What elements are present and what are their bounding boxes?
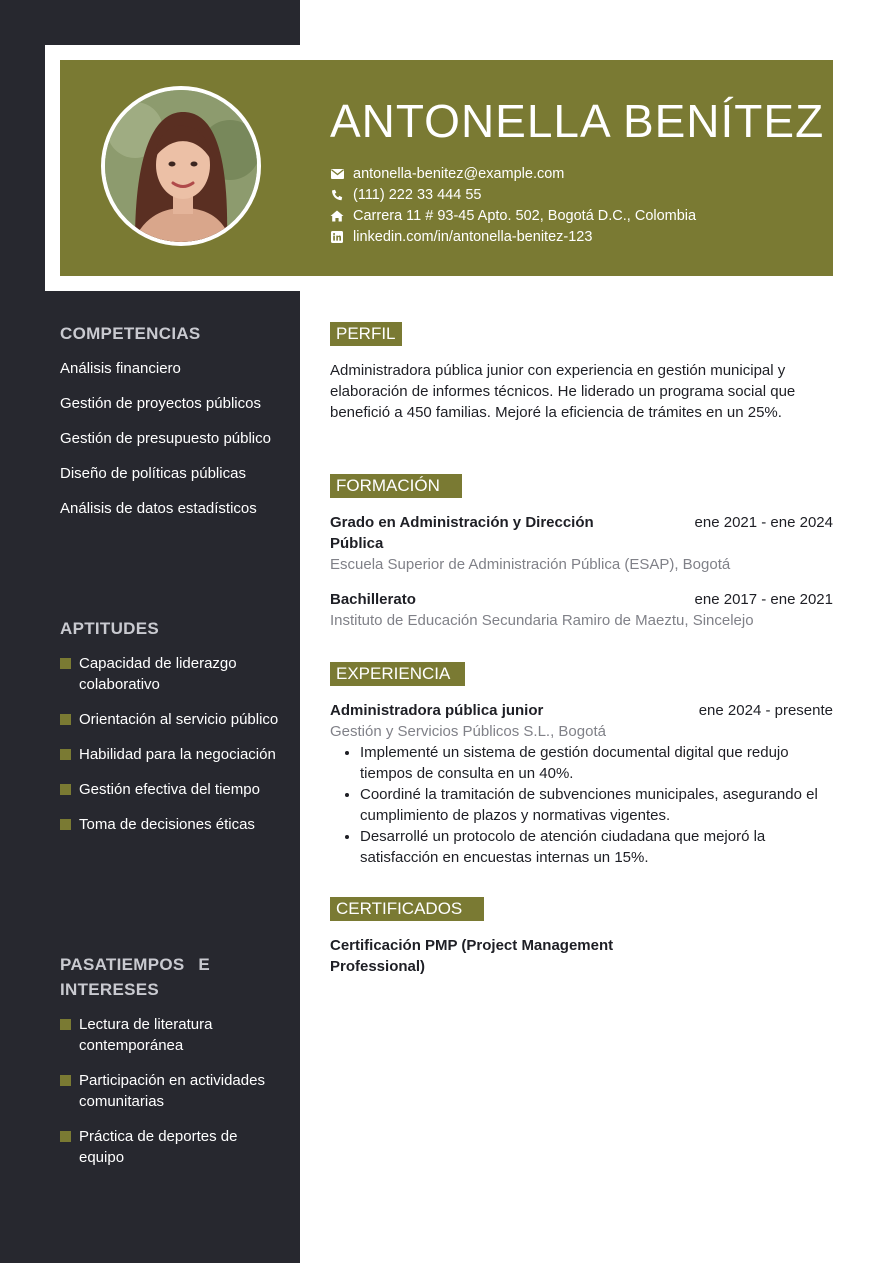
education-header (330, 589, 833, 610)
education-entry (330, 589, 833, 631)
competencias-title: COMPETENCIAS (60, 324, 201, 343)
aptitudes-section (60, 616, 280, 835)
linkedin-icon (330, 230, 344, 244)
contact-email[interactable] (330, 163, 696, 184)
aptitud-text: Toma de decisiones éticas (79, 816, 255, 833)
competencias-section (60, 321, 280, 519)
education-entry (330, 512, 833, 575)
education-school: Escuela Superior de Administración Pública (ESAP), Bogotá (330, 556, 731, 573)
competencia-item: Gestión de presupuesto público (60, 430, 271, 447)
job-header (330, 700, 833, 721)
competencia-item: Gestión de proyectos públicos (60, 395, 261, 412)
pasatiempo-item (60, 1070, 280, 1112)
contact-address (330, 205, 696, 226)
competencia-item: Análisis financiero (60, 360, 181, 377)
aptitud-item (60, 653, 280, 695)
candidate-name: ANTONELLA BENÍTEZ (330, 95, 825, 147)
pasatiempo-text: Práctica de deportes de equipo (79, 1128, 238, 1166)
formacion-label: FORMACIÓN (330, 474, 462, 498)
pasatiempo-item (60, 1014, 280, 1056)
aptitud-item (60, 709, 280, 730)
formacion-section (330, 474, 833, 631)
education-degree: Bachillerato (330, 591, 416, 608)
education-school: Instituto de Educación Secundaria Ramiro de Maeztu, Sincelejo (330, 612, 754, 629)
home-icon (330, 209, 344, 223)
aptitud-item (60, 779, 280, 800)
job-achievements (330, 742, 833, 868)
job-company: Gestión y Servicios Públicos S.L., Bogotá (330, 723, 606, 740)
contact-phone-text: (111) 222 33 444 55 (353, 186, 482, 203)
competencia-item: Análisis de datos estadísticos (60, 500, 257, 517)
pasatiempos-title: PASATIEMPOS E INTERESES (60, 955, 210, 999)
aptitud-text: Gestión efectiva del tiempo (79, 781, 260, 798)
aptitud-item (60, 744, 280, 765)
education-degree: Grado en Administración y Dirección Pública (330, 514, 594, 552)
profile-photo-illustration (105, 90, 257, 242)
bullet-square-icon (60, 714, 71, 725)
job-entry (330, 700, 833, 868)
aptitud-text: Capacidad de liderazgo colaborativo (79, 655, 237, 693)
achievement-item: • Implementé un sistema de gestión documental digital que redujo tiempos de consulta en un 40%. (360, 742, 833, 784)
contact-list (330, 163, 696, 247)
perfil-text: Administradora pública junior con experiencia en gestión municipal y elaboración de informes técnicos. He liderado un programa social que benefició a 450 familias. Mejoré la eficiencia de trámites en un 25%. (330, 362, 796, 421)
achievement-item: • Coordiné la tramitación de subvenciones municipales, asegurando el cumplimiento de plazos y normativas vigentes. (360, 784, 833, 826)
perfil-section (330, 322, 833, 423)
aptitud-text: Habilidad para la negociación (79, 746, 276, 763)
certificados-label: CERTIFICADOS (330, 897, 484, 921)
contact-address-text: Carrera 11 # 93-45 Apto. 502, Bogotá D.C., Colombia (353, 207, 697, 224)
achievement-item: • Desarrollé un protocolo de atención ciudadana que mejoró la satisfacción en encuestas internas un 15%. (360, 826, 833, 868)
profile-photo (101, 86, 261, 246)
pasatiempo-text: Participación en actividades comunitarias (79, 1072, 265, 1110)
envelope-icon (330, 167, 344, 181)
pasatiempo-text: Lectura de literatura contemporánea (79, 1016, 213, 1054)
bullet-square-icon (60, 1019, 71, 1030)
experiencia-label: EXPERIENCIA (330, 662, 465, 686)
bullet-square-icon (60, 658, 71, 669)
certificados-section (330, 897, 833, 977)
education-date: ene 2017 - ene 2021 (694, 591, 833, 608)
bullet-square-icon (60, 1075, 71, 1086)
pasatiempos-list (60, 1014, 280, 1168)
education-date: ene 2021 - ene 2024 (694, 514, 833, 531)
bullet-square-icon (60, 819, 71, 830)
certificate-item: Certificación PMP (Project Management Professional) (330, 937, 614, 975)
contact-linkedin-text: linkedin.com/in/antonella-benitez-123 (353, 228, 593, 245)
experiencia-section (330, 662, 833, 868)
competencias-list (60, 358, 280, 519)
job-date: ene 2024 - presente (698, 702, 833, 719)
contact-linkedin[interactable] (330, 226, 696, 247)
contact-email-text: antonella-benitez@example.com (353, 165, 565, 182)
perfil-label: PERFIL (330, 322, 402, 346)
job-title: Administradora pública junior (330, 702, 544, 719)
competencia-item: Diseño de políticas públicas (60, 465, 246, 482)
bullet-square-icon (60, 784, 71, 795)
aptitud-item (60, 814, 280, 835)
pasatiempo-item (60, 1126, 280, 1168)
contact-phone[interactable] (330, 184, 696, 205)
bullet-square-icon (60, 749, 71, 760)
aptitudes-list (60, 653, 280, 835)
pasatiempos-section (60, 952, 280, 1168)
bullet-square-icon (60, 1131, 71, 1142)
aptitud-text: Orientación al servicio público (79, 711, 279, 728)
aptitudes-title: APTITUDES (60, 619, 160, 638)
education-header (330, 512, 833, 554)
phone-icon (330, 188, 344, 202)
